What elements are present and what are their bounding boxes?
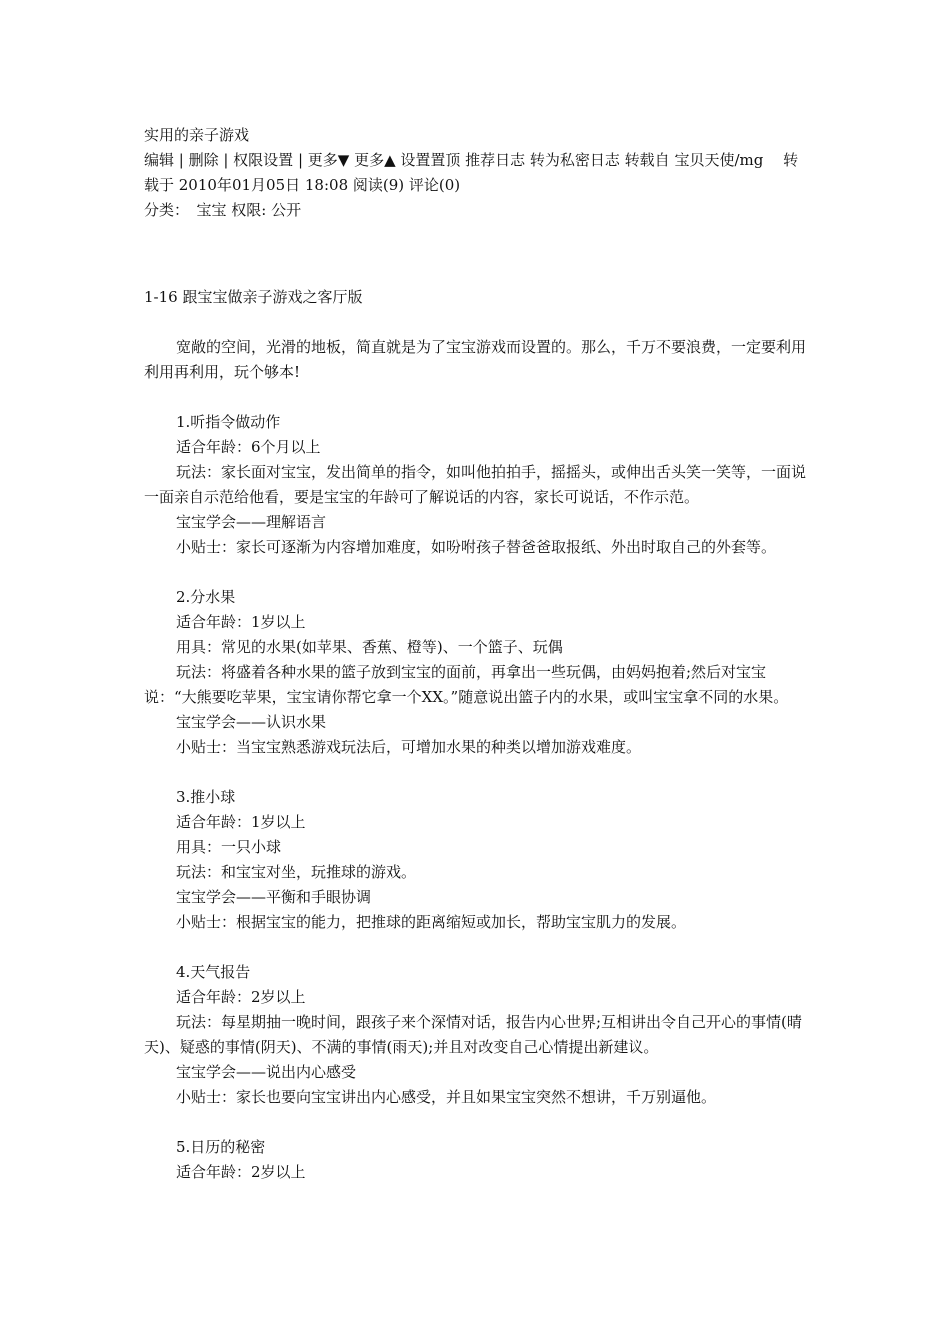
game-section xyxy=(144,960,808,1110)
game-howto: 玩法：将盛着各种水果的篮子放到宝宝的面前，再拿出一些玩偶，由妈妈抱着;然后对宝宝说：“大熊要吃苹果，宝宝请你帮它拿一个XX。”随意说出篮子内的水果，或叫宝宝拿不同的水果。 xyxy=(144,663,789,706)
game-age: 适合年龄：2岁以上 xyxy=(176,1163,306,1181)
game-section xyxy=(144,585,808,760)
game-tip: 小贴士：家长可逐渐为内容增加难度，如吩咐孩子替爸爸取报纸、外出时取自己的外套等。 xyxy=(176,538,777,556)
game-tools: 用具：一只小球 xyxy=(176,838,282,856)
game-howto: 玩法：每星期抽一晚时间，跟孩子来个深情对话，报告内心世界;互相讲出令自己开心的事情(晴天)、疑惑的事情(阴天)、不满的事情(雨天);并且对改变自己心情提出新建议。 xyxy=(144,1013,802,1056)
game-title: 4.天气报告 xyxy=(176,963,251,981)
game-learns: 宝宝学会——认识水果 xyxy=(176,713,327,731)
game-age: 适合年龄：2岁以上 xyxy=(176,988,306,1006)
game-tools: 用具：常见的水果(如苹果、香蕉、橙等)、一个篮子、玩偶 xyxy=(176,638,563,656)
game-title: 2.分水果 xyxy=(176,588,236,606)
game-learns: 宝宝学会——平衡和手眼协调 xyxy=(176,888,372,906)
post-title: 实用的亲子游戏 xyxy=(144,126,250,144)
post-action-bar[interactable]: 编辑 | 删除 | 权限设置 | 更多▼ 更多▲ 设置置顶 推荐日志 转为私密日志 转载自 宝贝天使/mg 转载于 2010年01月05日 18:08 阅读(9) 评论(0) xyxy=(144,151,799,194)
game-section xyxy=(144,1135,808,1185)
article-intro: 宽敞的空间，光滑的地板，简直就是为了宝宝游戏而设置的。那么，千万不要浪费，一定要利用利用再利用，玩个够本! xyxy=(144,338,807,381)
game-title: 1.听指令做动作 xyxy=(176,413,281,431)
post-category: 分类： 宝宝 权限: 公开 xyxy=(144,201,302,219)
spacer xyxy=(144,223,808,261)
spacer xyxy=(144,560,808,585)
game-age: 适合年龄：1岁以上 xyxy=(176,813,306,831)
game-age: 适合年龄：6个月以上 xyxy=(176,438,321,456)
game-learns: 宝宝学会——说出内心感受 xyxy=(176,1063,357,1081)
game-section xyxy=(144,410,808,560)
spacer xyxy=(144,261,808,285)
spacer xyxy=(144,1110,808,1135)
game-tip: 小贴士：当宝宝熟悉游戏玩法后，可增加水果的种类以增加游戏难度。 xyxy=(176,738,642,756)
game-howto: 玩法：和宝宝对坐，玩推球的游戏。 xyxy=(176,863,417,881)
game-section xyxy=(144,785,808,935)
game-learns: 宝宝学会——理解语言 xyxy=(176,513,327,531)
game-title: 3.推小球 xyxy=(176,788,236,806)
article-heading: 1-16 跟宝宝做亲子游戏之客厅版 xyxy=(144,288,363,306)
game-howto: 玩法：家长面对宝宝，发出简单的指令，如叫他拍拍手，摇摇头，或伸出舌头笑一笑等，一面说一面亲自示范给他看，要是宝宝的年龄可了解说话的内容，家长可说话，不作示范。 xyxy=(144,463,807,506)
game-title: 5.日历的秘密 xyxy=(176,1138,266,1156)
spacer xyxy=(144,760,808,785)
spacer xyxy=(144,935,808,960)
document-page xyxy=(144,123,808,1185)
game-tip: 小贴士：根据宝宝的能力，把推球的距离缩短或加长，帮助宝宝肌力的发展。 xyxy=(176,913,687,931)
spacer xyxy=(144,385,808,410)
game-tip: 小贴士：家长也要向宝宝讲出内心感受，并且如果宝宝突然不想讲，千万别逼他。 xyxy=(176,1088,717,1106)
game-age: 适合年龄：1岁以上 xyxy=(176,613,306,631)
spacer xyxy=(144,310,808,335)
